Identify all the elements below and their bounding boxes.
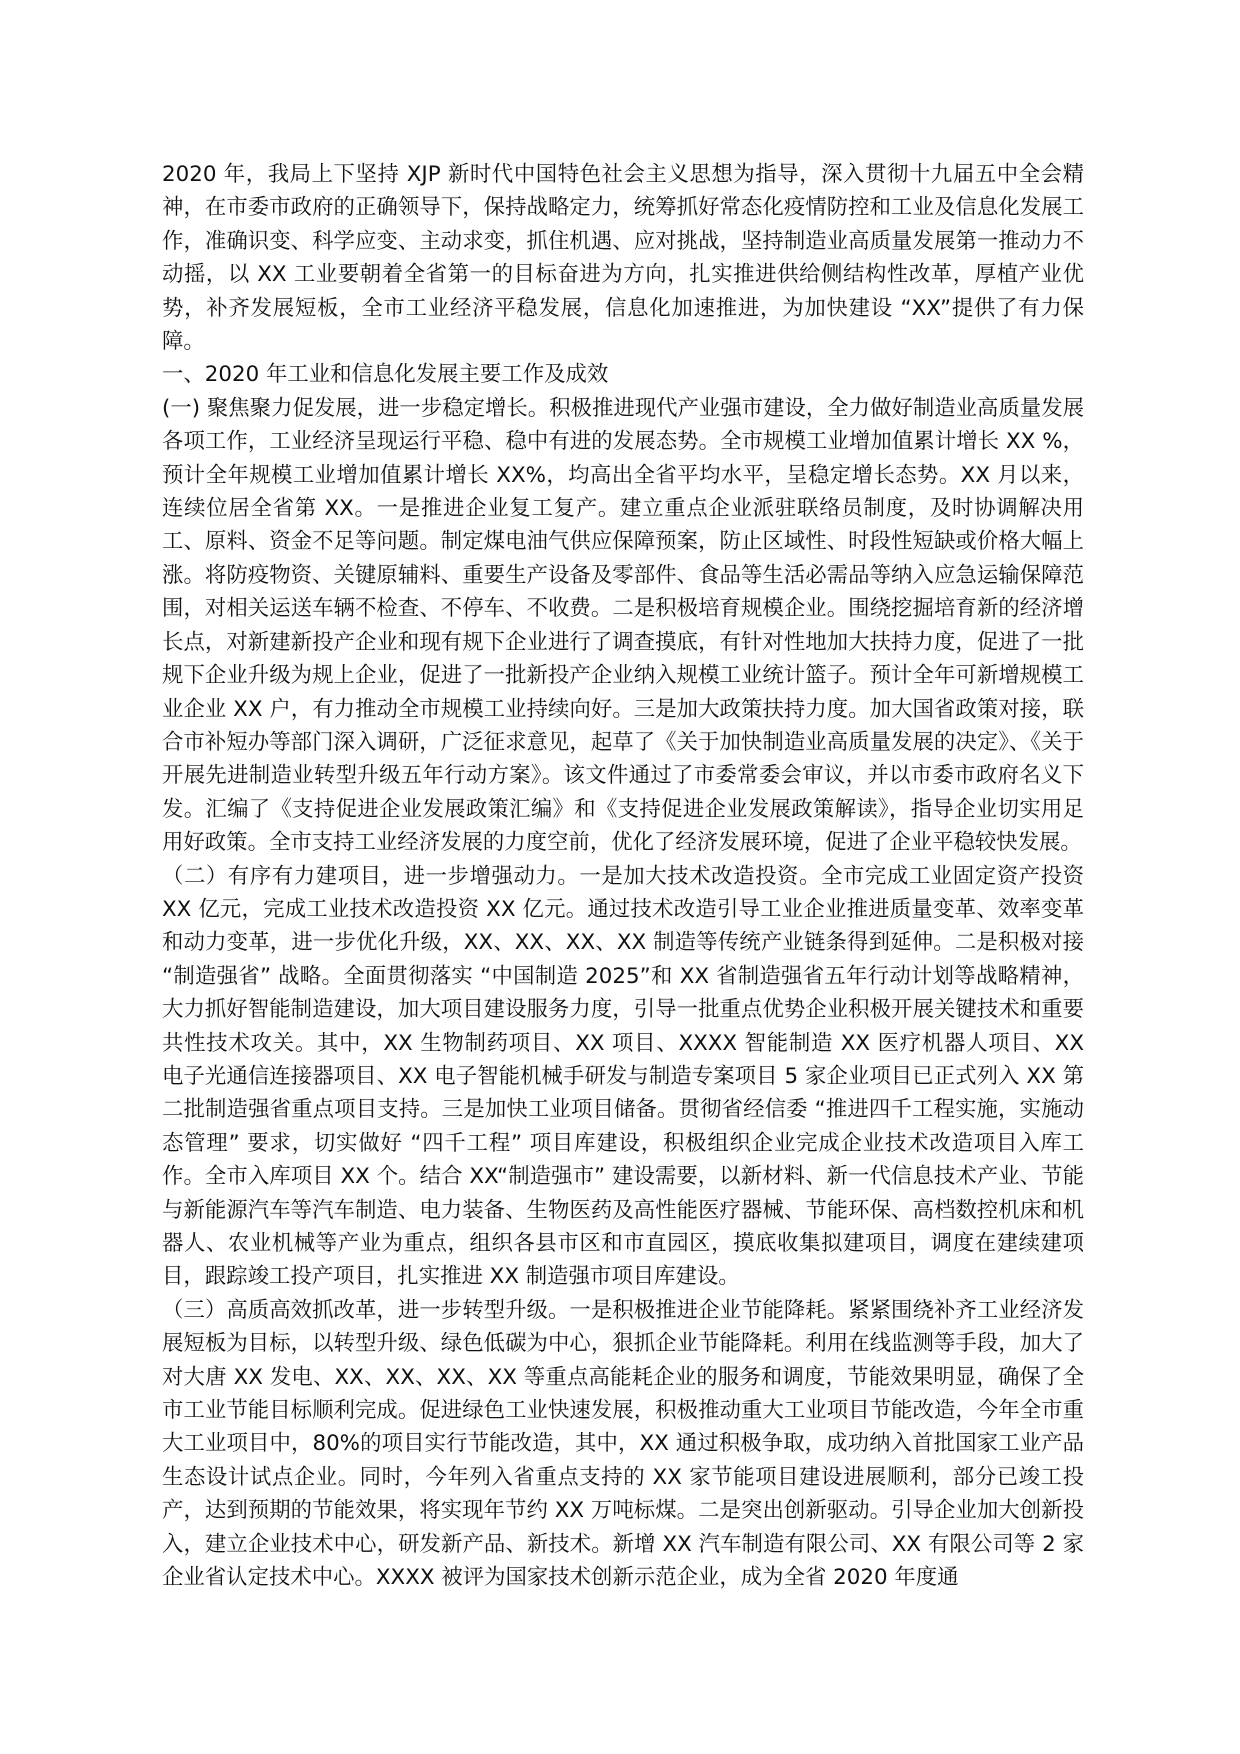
section-heading: 一、2020 年工业和信息化发展主要工作及成效: [162, 362, 609, 388]
document-body: [162, 158, 1084, 1594]
subsection-2-paragraph: （二）有序有力建项目，进一步增强动力。一是加大技术改造投资。全市完成工业固定资产投资 XX 亿元，完成工业技术改造投资 XX 亿元。通过技术改造引导工业企业推进质量变革、效率变革和动力变革，进一步优化升级，XX、XX、XX、XX 制造等传统产业链条得到延伸。二是积极对接 “制造强省” 战略。全面贯彻落实 “中国制造 2025”和 XX 省制造强省五年行动计划等战略精神，大力抓好智能制造建设，加大项目建设服务力度，引导一批重点优势企业积极开展关键技术和重要共性技术攻关。其中，XX 生物制药项目、XX 项目、XXXX 智能制造 XX 医疗机器人项目、XX 电子光通信连接器项目、XX 电子智能机械手研发与制造专案项目 5 家企业项目已正式列入 XX 第二批制造强省重点项目支持。三是加快工业项目储备。贯彻省经信委 “推进四千工程实施，实施动态管理” 要求，切实做好 “四千工程” 项目库建设，积极组织企业完成企业技术改造项目入库工作。全市入库项目 XX 个。结合 XX“制造强市” 建设需要，以新材料、新一代信息技术产业、节能与新能源汽车等汽车制造、电力装备、生物医药及高性能医疗器械、节能环保、高档数控机床和机器人、农业机械等产业为重点，组织各县市区和市直园区，摸底收集拟建项目，调度在建续建项目，跟踪竣工投产项目，扎实推进 XX 制造强市项目库建设。: [162, 863, 1084, 1290]
intro-paragraph: 2020 年，我局上下坚持 XJP 新时代中国特色社会主义思想为指导，深入贯彻十九届五中全会精神，在市委市政府的正确领导下，保持战略定力，统筹抓好常态化疫情防控和工业及信息化发展工作，准确识变、科学应变、主动求变，抓住机遇、应对挑战，坚持制造业高质量发展第一推动力不动摇，以 XX 工业要朝着全省第一的目标奋进为方向，扎实推进供给侧结构性改革，厚植产业优势，补齐发展短板，全市工业经济平稳发展，信息化加速推进，为加快建设 “XX”提供了有力保障。: [162, 162, 1084, 355]
subsection-3-paragraph: （三）高质高效抓改革，进一步转型升级。一是积极推进企业节能降耗。紧紧围绕补齐工业经济发展短板为目标，以转型升级、绿色低碳为中心，狠抓企业节能降耗。利用在线监测等手段，加大了对大唐 XX 发电、XX、XX、XX、XX 等重点高能耗企业的服务和调度，节能效果明显，确保了全市工业节能目标顺利完成。促进绿色工业快速发展，积极推动重大工业项目节能改造，今年全市重大工业项目中，80%的项目实行节能改造，其中，XX 通过积极争取，成功纳入首批国家工业产品生态设计试点企业。同时，今年列入省重点支持的 XX 家节能项目建设进展顺利，部分已竣工投产，达到预期的节能效果，将实现年节约 XX 万吨标煤。二是突出创新驱动。引导企业加大创新投入，建立企业技术中心，研发新产品、新技术。新增 XX 汽车制造有限公司、XX 有限公司等 2 家企业省认定技术中心。XXXX 被评为国家技术创新示范企业，成为全省 2020 年度通: [162, 1297, 1084, 1591]
subsection-1-paragraph: (一) 聚焦聚力促发展，进一步稳定增长。积极推进现代产业强市建设，全力做好制造业高质量发展各项工作，工业经济呈现运行平稳、稳中有进的发展态势。全市规模工业增加值累计增长 XX %，预计全年规模工业增加值累计增长 XX%，均高出全省平均水平，呈稳定增长态势。XX 月以来，连续位居全省第 XX。一是推进企业复工复产。建立重点企业派驻联络员制度，及时协调解决用工、原料、资金不足等问题。制定煤电油气供应保障预案，防止区域性、时段性短缺或价格大幅上涨。将防疫物资、关键原辅料、重要生产设备及零部件、食品等生活必需品等纳入应急运输保障范围，对相关运送车辆不检查、不停车、不收费。二是积极培育规模企业。围绕挖掘培育新的经济增长点，对新建新投产企业和现有规下企业进行了调查摸底，有针对性地加大扶持力度，促进了一批规下企业升级为规上企业，促进了一批新投产企业纳入规模工业统计篮子。预计全年可新增规模工业企业 XX 户，有力推动全市规模工业持续向好。三是加大政策扶持力度。加大国省政策对接，联合市补短办等部门深入调研，广泛征求意见，起草了《关于加快制造业高质量发展的决定》、《关于开展先进制造业转型升级五年行动方案》。该文件通过了市委常委会审议，并以市委市政府名义下发。汇编了《支持促进企业发展政策汇编》和《支持促进企业发展政策解读》，指导企业切实用足用好政策。全市支持工业经济发展的力度空前，优化了经济发展环境，促进了企业平稳较快发展。: [162, 395, 1084, 856]
